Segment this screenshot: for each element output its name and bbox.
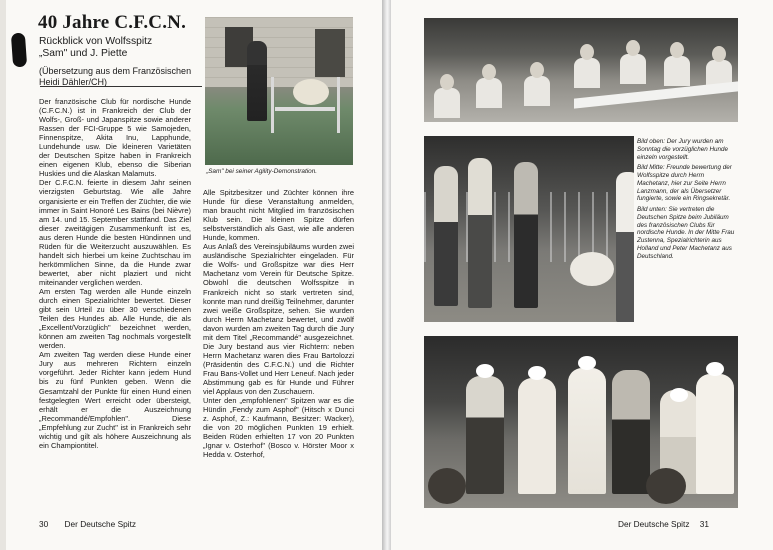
- note-line: Heidi Dähler/CH): [39, 77, 108, 87]
- photo-person: [518, 378, 556, 494]
- photo-person: [612, 370, 650, 494]
- photo-dog: [293, 79, 329, 105]
- photo-person: [476, 78, 502, 108]
- photo-person: [466, 376, 504, 494]
- page-number: 30: [39, 519, 49, 529]
- photo-person: [664, 56, 690, 86]
- photo-person: [434, 166, 458, 306]
- photo-person: [574, 58, 600, 88]
- audience-photo: [424, 18, 738, 122]
- note-underline: [40, 86, 202, 87]
- photo-head: [580, 44, 594, 60]
- photo-dog: [570, 252, 614, 286]
- photo-person: [468, 158, 492, 308]
- agility-bar: [275, 107, 335, 111]
- photo-person: [524, 76, 550, 106]
- photo-person: [616, 172, 634, 322]
- marker-stroke: [11, 33, 27, 68]
- magazine-name: Der Deutsche Spitz: [64, 519, 137, 529]
- subtitle-line: „Sam" und J. Piette: [39, 48, 128, 60]
- photo-dog: [428, 468, 466, 504]
- magazine-name: Der Deutsche Spitz: [618, 519, 690, 529]
- agility-post: [337, 77, 340, 133]
- note-line: (Übersetzung aus dem Französischen: [39, 66, 192, 76]
- photo-bonnet: [528, 366, 546, 380]
- left-page: [0, 0, 382, 550]
- photo-person: [696, 374, 734, 494]
- photo-head: [530, 62, 544, 78]
- photo-person: [247, 41, 267, 121]
- paragraph: Alle Spitzbesitzer und Züchter können ihre Hunde für diese Veranstaltung anmelden, man braucht nicht Mitglied im französischen Klub sein. Die kleinen Spitze dürfen selbstverständlich als Gast, wie alle anderen Hunde, kommen.: [203, 188, 354, 243]
- photo-person: [434, 88, 460, 118]
- photo-person: [514, 162, 538, 308]
- article-headline: 40 Jahre C.F.C.N.: [38, 12, 187, 33]
- translation-note: [39, 66, 204, 88]
- photo-bonnet: [706, 362, 724, 376]
- photo-bonnet: [670, 388, 688, 402]
- photo-bonnet: [476, 364, 494, 378]
- paragraph: Der C.F.C.N. feierte in diesem Jahr seinen vierzigsten Geburtstag. Wie alle Jahre organisierte er ein Treffen der Züchter, die wie immer in Saint Honoré Les Bains (bei Nièvre) am 14. und 15. September stattfand. Das Ziel dieser zweitägigen Zusammenkunft ist es, aus deren Hunde die besten Hündinnen und Rüden für die Weiterzucht auszuwählen. Es handelt sich hierbei um keine Zuchtschau im herkömmlichen Sinne, da die Hunde zwar bewertet, aber nicht plaziert und nicht miteinander verglichen werden.: [39, 178, 191, 287]
- footer-left: [39, 519, 136, 529]
- body-column-left: [39, 97, 191, 450]
- paragraph: Am ersten Tag werden alle Hunde einzeln durch einen Spezialrichter bewertet. Dieser gibt sein Urteil zu über 30 verschiedenen Teilen des Hundes ab. Alle Hunde, die als „Excellent/Vorzüglich" bezeichnet werden, können am zweiten Tag nochmals vorgestellt werden.: [39, 286, 191, 351]
- paragraph: Unter den „empfohlenen" Spitzen war es die Hündin „Fendy zum Asphof" (Hitsch x Dunci z. Asphof, Z.: Kaufmann, Besitzer: Wacker), die von 20 möglichen Punkten 19 erhielt. Beiden Rüden erhielten 17 von 20 Punkten „Ignar v. Osterhof" (Bosco v. Hörster Moor x Hedda v. Osterhof,: [203, 396, 354, 460]
- body-column-right: [203, 188, 354, 459]
- photo-head: [482, 64, 496, 80]
- judging-photo: [424, 136, 634, 322]
- photo-head: [440, 74, 454, 90]
- agility-photo: [205, 17, 353, 165]
- page-edge: [0, 0, 6, 550]
- photo-head: [626, 40, 640, 56]
- paragraph: Aus Anlaß des Vereinsjubiläums wurden zwei ausländische Spezialrichter eingeladen. Für die Wolfs- und Großspitze war dies Herr Machetanz vom Verein für Deutsche Spitze. Obwohl die deutschen Wolfsspitze in Frankreich nicht so stark vertreten sind, konnte man rund dreißig Teilnehmer, darunter zwei weiße Großspitze, sehen. Sie wurden durch Herrn Machetanz bewertet, und zwölf davon wurden am zweiten Tag durch die Jury mit dem Titel „Recommandé" ausgezeichnet. Die Jury bestand aus vier Richtern: neben Herrn Machetanz waren dies Frau Bartolozzi (Präsidentin des C.F.C.N.) und die Richter Frau Bans-Vollet und Herr Leneuf. Nach jeder Abstimmung gab es für Hunde und Führer viel Applaus von den Zuschauern.: [203, 242, 354, 397]
- book-gutter: [382, 0, 391, 550]
- photo-head: [712, 46, 726, 62]
- photo-dog: [646, 468, 686, 504]
- caption-bottom: Bild unten: Sie vertreten die Deutschen Spitze beim Jubiläum des französischen Clubs für nordische Hunde. In der Mitte Frau Zustenna, Spezialrichterin aus Holland und Peter Machetanz aus Deutschland.: [637, 206, 735, 260]
- agility-post: [271, 77, 274, 133]
- footer-right: [618, 519, 709, 529]
- group-photo: [424, 336, 738, 508]
- caption-top: Bild oben: Der Jury wurden am Sonntag die vorzüglichen Hunde einzeln vorgestellt.: [637, 138, 729, 161]
- subtitle-line: Rückblick von Wolfsspitz: [39, 36, 153, 47]
- article-subtitle: [39, 36, 204, 61]
- photo-person: [568, 368, 606, 494]
- paragraph: Am zweiten Tag werden diese Hunde einer Jury aus mehreren Richtern einzeln vorgeführt. Jeder Richter kann jedem Hund bis zu fünf Punkten geben. Wenn die Gesamtzahl der Punkte für einen Hund einen festgelegten Wert erreicht oder übersteigt, erhält er die Auszeichnung „Recommandé/Empfohlen". Diese „Empfehlung zur Zucht" ist in Frankreich sehr wichtig und gilt als höhere Auszeichnung als ein Championtitel.: [39, 350, 191, 450]
- photo-person: [620, 54, 646, 84]
- right-captions: [637, 138, 738, 263]
- paragraph: Der französische Club für nordische Hunde (C.F.C.N.) ist in Frankreich der Club der Wolfs-, Groß- und Japanspitze sowie anderer Rassen der FCI-Gruppe 5 wie Samojeden, Finnenspitze, Akita Inu, Lapphunde, Lundehunde usw. Die kleineren Varietäten der Deutschen Spitze haben in Frankreich einen eigenen Klub, ebenso die Siberian Huskies und die Alaskan Malamuts.: [39, 97, 191, 179]
- page-number: 31: [699, 519, 710, 529]
- photo-head: [670, 42, 684, 58]
- agility-caption: „Sam" bei seiner Agility-Demonstration.: [206, 168, 318, 175]
- photo-bonnet: [578, 356, 596, 370]
- photo-window: [315, 29, 345, 77]
- caption-middle: Bild Mitte: Freunde bewertung der Wolfsspitze durch Herrn Machetanz, hier zur Seite Herrn Lanzmann, der als Übersetzer fungierte, sowie ein Ringsekretär.: [637, 164, 732, 203]
